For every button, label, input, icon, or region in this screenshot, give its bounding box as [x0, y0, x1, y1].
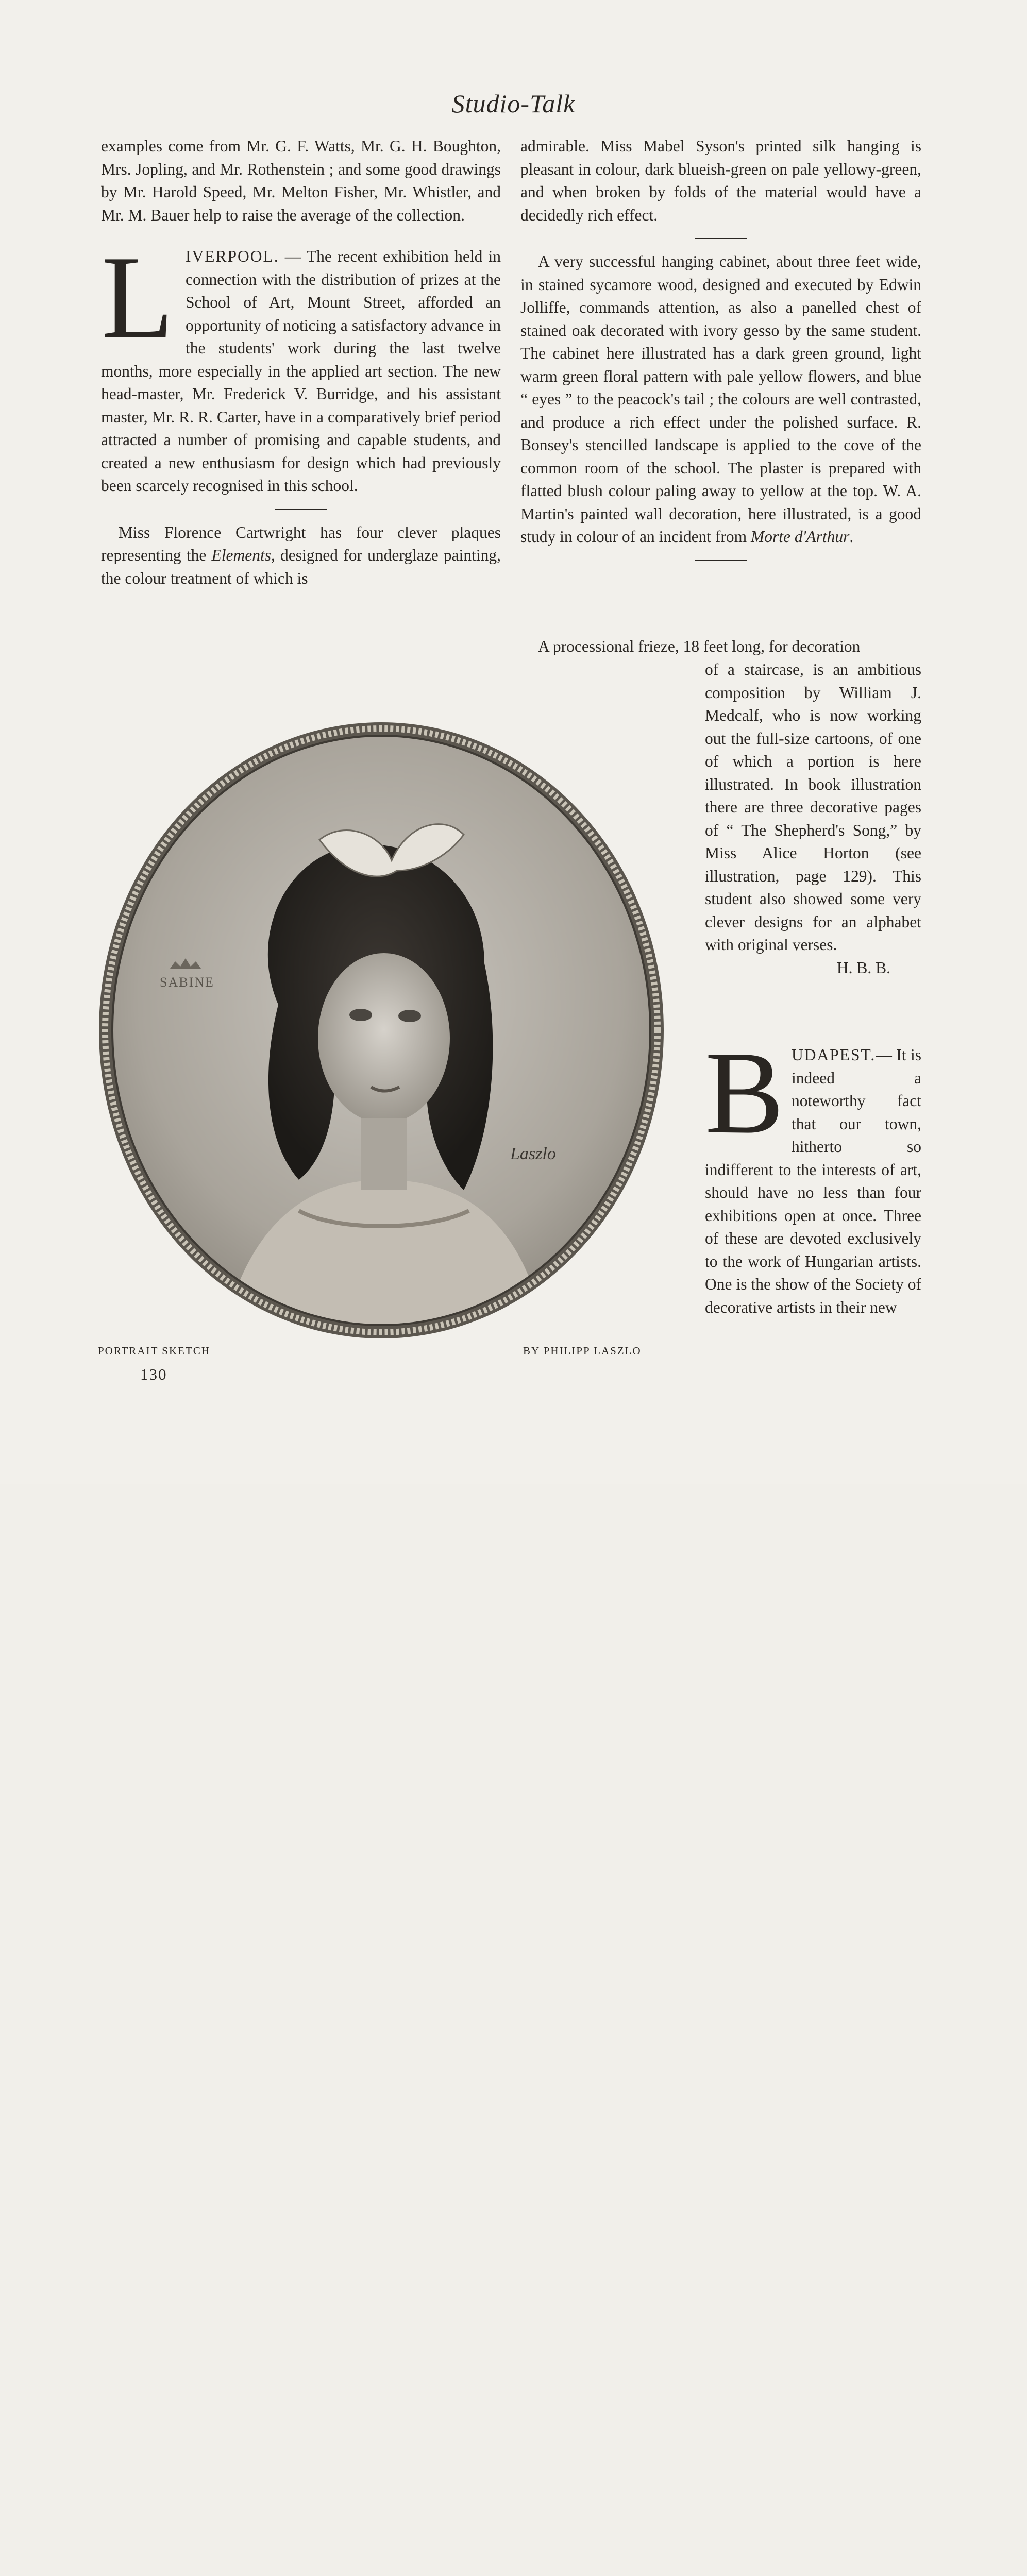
budapest-heading: UDAPEST. — [792, 1046, 876, 1064]
frieze-text: of a staircase, is an ambitious composition by William J. Medcalf, who is now working out the full-size cartoons, of one of which a portion is here illustrated. In book illustration there are three decorative pages of “ The Shepherd's Song,” by Miss Alice Horton (see illustration, page 129). This student also showed some very clever designs for an alphabet with original verses. — [705, 660, 921, 954]
caption-title: PORTRAIT SKETCH — [98, 1345, 210, 1357]
artist-signature: Laszlo — [510, 1144, 556, 1163]
page-number: 130 — [140, 1365, 167, 1383]
frieze-first-line: A processional frieze, 18 feet long, for decoration — [538, 637, 861, 655]
portrait-illustration — [93, 716, 670, 1340]
paragraph-watts: examples come from Mr. G. F. Watts, Mr. G. H. Boughton, Mrs. Jopling, and Mr. Rothenstein ; and some good drawings by Mr. Harold Speed, Mr. Melton Fisher, Mr. Whistler, and Mr. M. Bauer help to raise the average of the collection. — [101, 137, 501, 224]
running-head: Studio-Talk — [451, 89, 576, 118]
portrait-inscription: SABINE — [160, 975, 214, 990]
paragraph-liverpool — [101, 231, 501, 498]
liverpool-text: — The recent exhibition held in connection with the distribution of prizes at the School of Art, Mount Street, afforded an opportunity of noticing a satisfactory advance in the students' work during the last twelve months, more especially in the applied art section. The new head-master, Mr. Frederick V. Burridge, and his assistant master, Mr. R. R. Carter, have in a comparatively brief period attracted a number of promising and capable students, and created a new enthusiasm for design which had previously been scarcely recognised in this school. — [101, 247, 501, 495]
face — [318, 953, 450, 1123]
cabinet-italic: Morte d'Arthur — [751, 528, 850, 546]
paragraph-syson: admirable. Miss Mabel Syson's printed silk hanging is pleasant in colour, dark blueish-green on pale yellowy-green, and when broken by folds of the material would have a decidedly rich effect. — [520, 137, 921, 224]
cabinet-text-before: A very successful hanging cabinet, about three feet wide, in stained sycamore wood, designed and executed by Edwin Jolliffe, commands attention, as also a panelled chest of stained oak decorated with ivory gesso by the same student. The cabinet here illustrated has a dark green ground, light warm green floral pattern with pale yellow flowers, and blue “ eyes ” to the peacock's tail ; the colours are well contrasted, and produce a rich effect under the polished surface. R. Bonsey's stencilled landscape is applied to the cove of the common room of the school. The plaster is prepared with flatted blush colour paling away to yellow at the top. W. A. Martin's painted wall decoration, here illustrated, is a good study in colour of an incident from — [520, 252, 921, 546]
paragraph-budapest — [705, 1027, 921, 1319]
section-rule — [695, 560, 747, 561]
budapest-text: — It is indeed a noteworthy fact that our town, hitherto so indifferent to the interests of art, should have no less than four exhibitions open at once. Three of these are devoted exclusively to the work of Hungarian artists. One is the show of the Society of decorative artists in their new — [705, 1046, 921, 1316]
frieze-narrow-column — [705, 658, 921, 979]
liverpool-heading: IVERPOOL. — [186, 247, 279, 265]
cabinet-text-after: . — [849, 528, 854, 546]
paragraph-frieze — [520, 635, 921, 658]
section-rule — [275, 509, 327, 510]
dropcap-b: B — [705, 1027, 784, 1158]
caption-artist: BY PHILIPP LASZLO — [523, 1345, 642, 1357]
cartwright-italic: Elements — [211, 546, 271, 564]
dropcap-l: L — [101, 231, 174, 363]
left-column — [101, 135, 501, 590]
digitization-footer — [0, 1484, 1027, 1560]
right-column — [520, 135, 921, 572]
cartwright-text-before: Miss Florence Cartwright has four clever plaques representing the — [101, 523, 501, 564]
author-signature: H. B. B. — [836, 958, 890, 977]
paragraph-cartwright — [101, 521, 501, 590]
cartwright-text-after: , designed for underglaze painting, the colour treatment of which is — [101, 546, 501, 587]
paragraph-cabinet — [520, 250, 921, 549]
section-rule — [695, 238, 747, 239]
